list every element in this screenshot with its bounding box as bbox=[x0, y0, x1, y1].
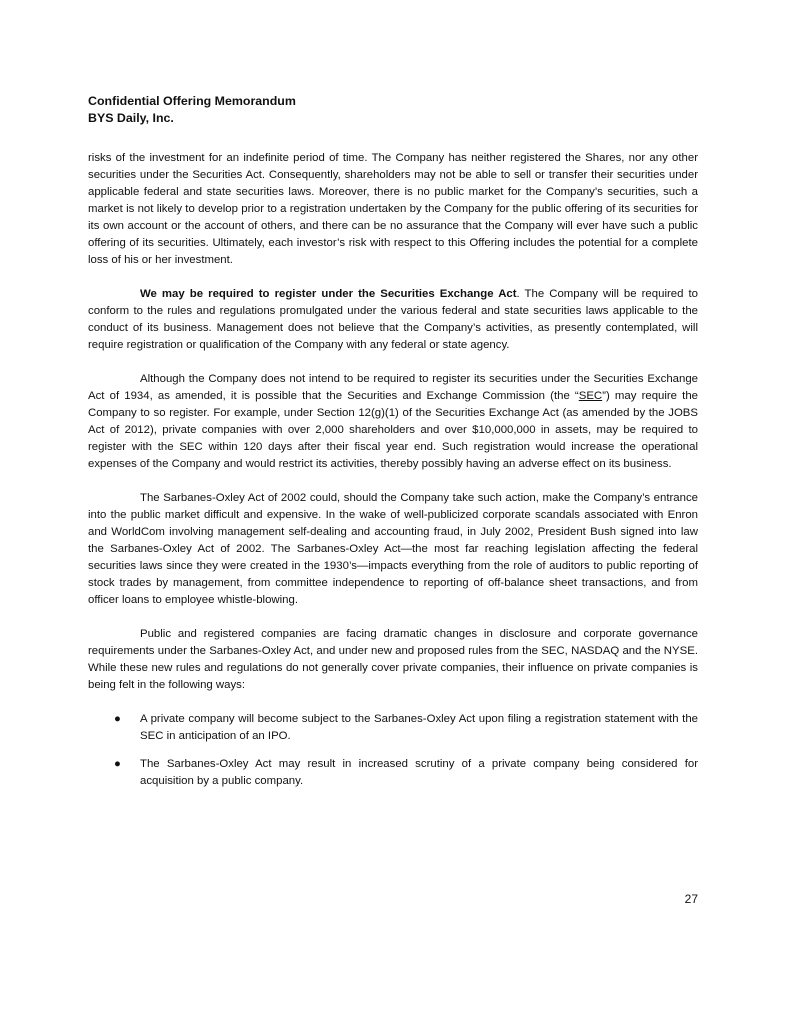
paragraph-governance-requirements: Public and registered companies are facing dramatic changes in disclosure and corporate governance requirements under the Sarbanes-Oxley Act, and under new and proposed rules from the SEC, NASDAQ and the NYSE. While these new rules and regulations do not generally cover private companies, their influence on private companies is being felt in the following ways: bbox=[88, 628, 698, 691]
list-item bbox=[88, 711, 698, 745]
paragraph-investment-risk: risks of the investment for an indefinite period of time. The Company has neither registered the Shares, nor any other securities under the Securities Act. Consequently, shareholders may not be able to sell or transfer their securities under applicable federal and state securities laws. Moreover, there is no public market for the Company’s securities, such a market is not likely to develop prior to a registration undertaken by the Company for the public offering of its securities for its own account or the account of others, and there can be no assurance that the Company will ever have such a public offering of its securities. Ultimately, each investor’s risk with respect to this Offering includes the potential for a complete loss of his or her investment. bbox=[88, 152, 698, 266]
header-company: BYS Daily, Inc. bbox=[88, 111, 174, 125]
document-header bbox=[88, 93, 698, 127]
list-item bbox=[88, 756, 698, 790]
bullet-text: The Sarbanes-Oxley Act may result in increased scrutiny of a private company being considered for acquisition by a public company. bbox=[140, 758, 698, 787]
sec-text-after: ”) may require the Company to so register. For example, under Section 12(g)(1) of the Securities Exchange Act (as amended by the JOBS Act of 2012), private companies with over 2,000 shareholders and over $10,000,000 in assets, may be required to register with the SEC within 120 days after their fiscal year end. Such registration would increase the operational expenses of the Company and would restrict its activities, thereby possibly having an adverse effect on its business. bbox=[88, 390, 699, 470]
sec-defined-term: SEC bbox=[578, 390, 603, 402]
bullet-icon: ● bbox=[114, 758, 121, 770]
document-body bbox=[88, 150, 698, 801]
header-title: Confidential Offering Memorandum bbox=[88, 94, 296, 108]
bullet-icon: ● bbox=[114, 713, 121, 725]
bullet-list bbox=[88, 711, 698, 790]
paragraph-sarbanes-oxley: The Sarbanes-Oxley Act of 2002 could, should the Company take such action, make the Company’s entrance into the public market difficult and expensive. In the wake of well-publicized corporate scandals associated with Enron and WorldCom involving management self-dealing and accounting fraud, in July 2002, President Bush signed into law the Sarbanes-Oxley Act of 2002. The Sarbanes-Oxley Act—the most far reaching legislation affecting the federal securities laws since they were created in the 1930’s—impacts everything from the role of auditors to public reporting of stock trades by management, from committee independence to reporting of off-balance sheet transactions, and from officer loans to employee whistle-blowing. bbox=[88, 492, 698, 606]
risk-factor-heading: We may be required to register under the Securities Exchange Act bbox=[140, 288, 517, 300]
paragraph-exchange-act-risk bbox=[88, 286, 698, 354]
sec-text-before: Although the Company does not intend to be required to register its securities under the Securities Exchange Act of 1934, as amended, it is possible that the Securities and Exchange Commission (the “ bbox=[88, 373, 698, 402]
bullet-text: A private company will become subject to the Sarbanes-Oxley Act upon filing a registration statement with the SEC in anticipation of an IPO. bbox=[140, 713, 698, 742]
paragraph-sec-registration bbox=[88, 371, 698, 473]
risk-factor-text: . The Company will be required to conform to the rules and regulations promulgated under the various federal and state securities laws applicable to the conduct of its business. Management does not believe that the Company’s activities, as presently contemplated, will require registration or qualification of the Company with any federal or state agency. bbox=[88, 288, 698, 351]
page-number: 27 bbox=[684, 892, 698, 906]
